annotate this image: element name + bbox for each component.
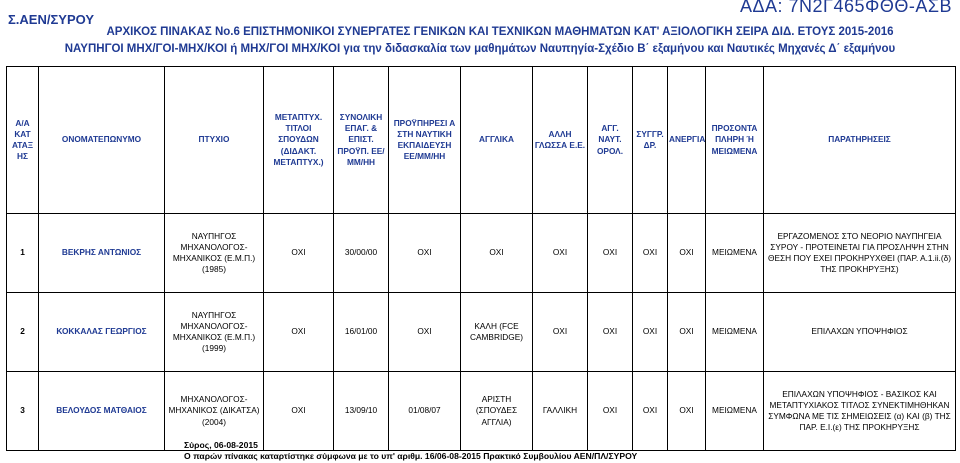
- cell-qualifications: ΜΕΙΩΜΕΝΑ: [706, 372, 764, 451]
- cell-unemployment: ΟΧΙ: [668, 293, 706, 372]
- cell-aa: 1: [7, 214, 39, 293]
- table-title: ΑΡΧΙΚΟΣ ΠΙΝΑΚΑΣ Νο.6 ΕΠΙΣΤΗΜΟΝΙΚΟΙ ΣΥΝΕΡΓΑΤΕΣ ΓΕΝΙΚΩΝ ΚΑΙ ΤΕΧΝΙΚΩΝ ΜΑΘΗΜΑΤΩΝ ΚΑΤ' ΑΞΙΟΛΟΓΙΚΗ ΣΕΙΡΑ ΔΙΔ. ΕΤΟΥΣ 2015-2016: [106, 26, 894, 38]
- ada-code: ΑΔΑ: 7Ν2Γ465ΦΘΘ-ΑΣΒ: [740, 0, 952, 16]
- cell-publications: ΟΧΙ: [633, 293, 668, 372]
- col-header-remarks: ΠΑΡΑΤΗΡΗΣΕΙΣ: [764, 67, 956, 214]
- cell-qualifications: ΜΕΙΩΜΕΝΑ: [706, 214, 764, 293]
- cell-postgrad: ΟΧΙ: [264, 372, 334, 451]
- col-header-postgrad: ΜΕΤΑΠΤΥΧ. ΤΙΤΛΟΙ ΣΠΟΥΔΩΝ (ΔΙΔΑΚΤ. ΜΕΤΑΠΤΥΧ.): [264, 67, 334, 214]
- footer-note: Ο παρών πίνακας καταρτίστηκε σύμφωνα με το υπ' αριθμ. 16/06-08-2015 Πρακτικό Συμβουλίου ΑΕΝ/ΠΛ/ΣΥΡΟΥ: [184, 451, 638, 462]
- cell-english: ΑΡΙΣΤΗ (ΣΠΟΥΔΕΣ ΑΓΓΛΙΑ): [461, 372, 533, 451]
- cell-postgrad: ΟΧΙ: [264, 293, 334, 372]
- cell-naval-teaching: 01/08/07: [389, 372, 461, 451]
- header-row: [7, 67, 956, 214]
- cell-remarks: ΕΠΙΛΑΧΩΝ ΥΠΟΨΗΦΙΟΣ - ΒΑΣΙΚΟΣ ΚΑΙ ΜΕΤΑΠΤΥΧΙΑΚΟΣ ΤΙΤΛΟΣ ΣΥΝΕΚΤΙΜΗΘΗΚΑΝ ΣΥΜΦΩΝΑ ΜΕ ΤΙΣ ΣΗΜΕΙΩΣΕΙΣ (α) ΚΑΙ (β) ΤΗΣ ΠΑΡ. Ε.Ι.(ε) ΤΗΣ ΠΡΟΚΗΡΥΞΗΣ: [764, 372, 956, 451]
- cell-english: ΚΑΛΗ (FCE CAMBRIDGE): [461, 293, 533, 372]
- ranking-table: [6, 66, 956, 451]
- table-row: [7, 214, 956, 293]
- table-row: [7, 293, 956, 372]
- col-header-naval-terms: ΑΓΓ. ΝΑΥΤ. ΟΡΟΛ.: [588, 67, 633, 214]
- cell-naval-terms: ΟΧΙ: [588, 372, 633, 451]
- cell-other-language: ΓΑΛΛΙΚΗ: [533, 372, 588, 451]
- col-header-unemployment: ΑΝΕΡΓΙΑ: [668, 67, 706, 214]
- cell-naval-terms: ΟΧΙ: [588, 214, 633, 293]
- school-name: Σ.ΑΕΝ/ΣΥΡΟΥ: [8, 12, 95, 27]
- cell-naval-teaching: ΟΧΙ: [389, 214, 461, 293]
- cell-aa: 2: [7, 293, 39, 372]
- cell-qualifications: ΜΕΙΩΜΕΝΑ: [706, 293, 764, 372]
- cell-other-language: ΟΧΙ: [533, 293, 588, 372]
- col-header-naval-teaching: ΠΡΟΫΠΗΡΕΣΙ Α ΣΤΗ ΝΑΥΤΙΚΗ ΕΚΠΑΙΔΕΥΣΗ ΕΕ/ΜΜ/ΗΗ: [389, 67, 461, 214]
- col-header-aa: Α/Α ΚΑΤ ΑΤΑΞ ΗΣ: [7, 67, 39, 214]
- cell-postgrad: ΟΧΙ: [264, 214, 334, 293]
- table-row: [7, 372, 956, 451]
- cell-naval-terms: ΟΧΙ: [588, 293, 633, 372]
- cell-aa: 3: [7, 372, 39, 451]
- cell-other-language: ΟΧΙ: [533, 214, 588, 293]
- col-header-other-language: ΑΛΛΗ ΓΛΩΣΣΑ Ε.Ε.: [533, 67, 588, 214]
- cell-publications: ΟΧΙ: [633, 214, 668, 293]
- cell-experience: 13/09/10: [334, 372, 389, 451]
- cell-naval-teaching: ΟΧΙ: [389, 293, 461, 372]
- col-header-publications: ΣΥΓΓΡ. ΔΡ.: [633, 67, 668, 214]
- cell-remarks: ΕΠΙΛΑΧΩΝ ΥΠΟΨΗΦΙΟΣ: [764, 293, 956, 372]
- cell-name: ΒΕΚΡΗΣ ΑΝΤΩΝΙΟΣ: [39, 214, 165, 293]
- cell-experience: 30/00/00: [334, 214, 389, 293]
- cell-degree: ΝΑΥΠΗΓΟΣ ΜΗΧΑΝΟΛΟΓΟΣ-ΜΗΧΑΝΙΚΟΣ (Ε.Μ.Π.) (1999): [165, 293, 264, 372]
- cell-english: ΟΧΙ: [461, 214, 533, 293]
- cell-remarks: ΕΡΓΑΖΟΜΕΝΟΣ ΣΤΟ ΝΕΟΡΙΟ ΝΑΥΠΗΓΕΙΑ ΣΥΡΟΥ - ΠΡΟΤΕΙΝΕΤΑΙ ΓΙΑ ΠΡΟΣΛΗΨΗ ΣΤΗΝ ΘΕΣΗ ΠΟΥ ΕΧΕΙ ΠΡΟΚΗΡΥΧΘΕΙ (ΠΑΡ. Α.1.ii.(δ) ΤΗΣ ΠΡΟΚΗΡΥΞΗΣ): [764, 214, 956, 293]
- cell-experience: 16/01/00: [334, 293, 389, 372]
- cell-name: ΒΕΛΟΥΔΟΣ ΜΑΤΘΑΙΟΣ: [39, 372, 165, 451]
- cell-unemployment: ΟΧΙ: [668, 372, 706, 451]
- cell-unemployment: ΟΧΙ: [668, 214, 706, 293]
- footer: [184, 440, 637, 462]
- cell-degree: ΝΑΥΠΗΓΟΣ ΜΗΧΑΝΟΛΟΓΟΣ-ΜΗΧΑΝΙΚΟΣ (Ε.Μ.Π.) (1985): [165, 214, 264, 293]
- cell-name: ΚΟΚΚΑΛΑΣ ΓΕΩΡΓΙΟΣ: [39, 293, 165, 372]
- col-header-english: ΑΓΓΛΙΚΑ: [461, 67, 533, 214]
- col-header-qualifications: ΠΡΟΣΟΝΤΑ ΠΛΗΡΗ Ή ΜΕΙΩΜΕΝΑ: [706, 67, 764, 214]
- col-header-degree: ΠΤΥΧΙΟ: [165, 67, 264, 214]
- footer-place-date: Σύρος, 06-08-2015: [184, 440, 258, 450]
- table-subtitle: ΝΑΥΠΗΓΟΙ ΜΗΧ/ΓΟΙ-ΜΗΧ/ΚΟΙ ή ΜΗΧ/ΓΟΙ ΜΗΧ/ΚΟΙ για την διδασκαλία των μαθημάτων Ναυπηγία-Σχέδιο Β΄ εξαμήνου και Ναυτικές Μηχανές Δ΄ εξαμήνου: [64, 43, 896, 55]
- cell-degree: ΜΗΧΑΝΟΛΟΓΟΣ-ΜΗΧΑΝΙΚΟΣ (ΔΙΚΑΤΣΑ) (2004): [165, 372, 264, 451]
- col-header-experience: ΣΥΝΟΛΙΚΗ ΕΠΑΓ. & ΕΠΙΣΤ. ΠΡΟΫΠ. ΕΕ/ΜΜ/ΗΗ: [334, 67, 389, 214]
- cell-publications: ΟΧΙ: [633, 372, 668, 451]
- col-header-name: ΟΝΟΜΑΤΕΠΩΝΥΜΟ: [39, 67, 165, 214]
